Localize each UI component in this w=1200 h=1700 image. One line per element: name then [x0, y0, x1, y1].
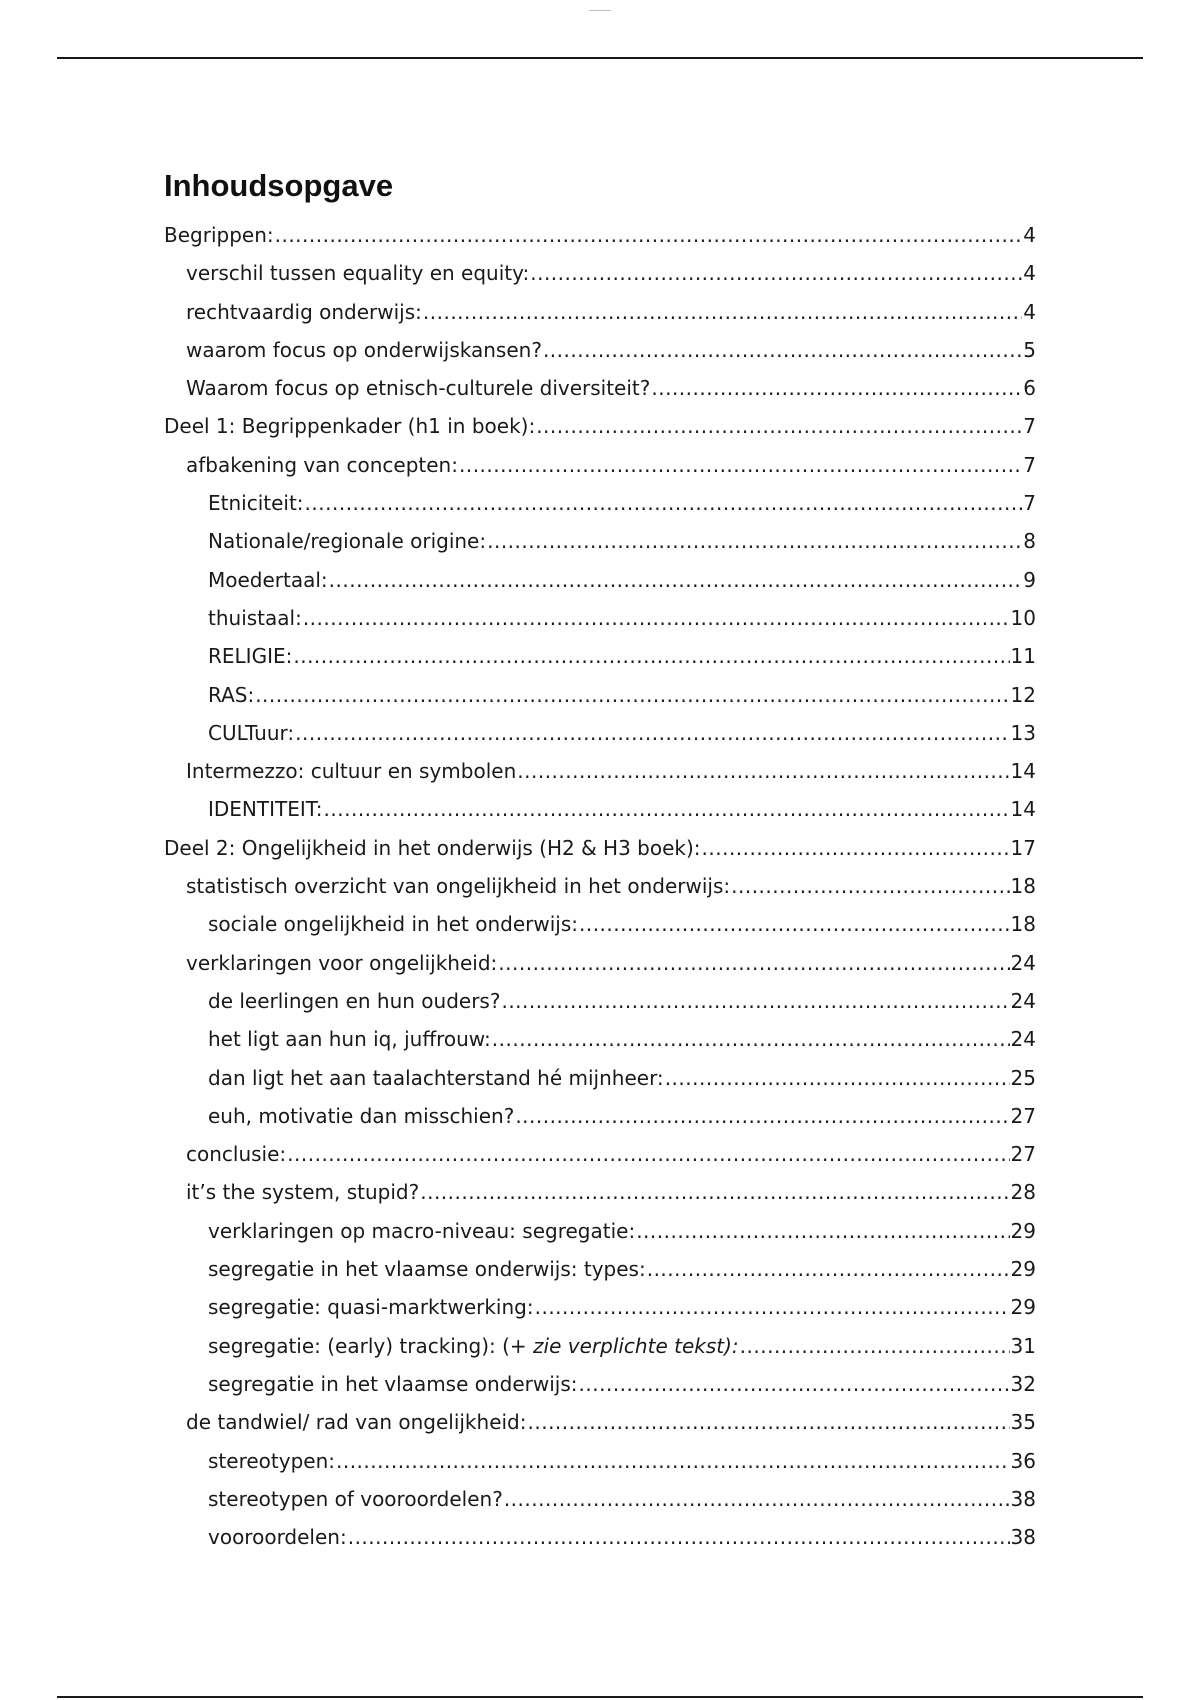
toc-entry[interactable] — [164, 752, 1036, 790]
toc-entry-label: Waarom focus op etnisch-culturele diversiteit? — [186, 376, 651, 401]
toc-entry-text — [208, 637, 292, 675]
toc-entry-text — [208, 1365, 578, 1403]
toc-entry-text — [186, 1173, 419, 1211]
toc-entry[interactable] — [164, 446, 1036, 484]
toc-entry[interactable] — [164, 369, 1036, 407]
toc-page-number: 27 — [1010, 1103, 1036, 1128]
toc-entry[interactable] — [164, 1059, 1036, 1097]
toc-entry-label: statistisch overzicht van ongelijkheid in het onderwijs: — [186, 874, 731, 899]
toc-entry-text — [186, 293, 422, 331]
toc-entry-text — [186, 1403, 527, 1441]
toc-dot-leader — [293, 637, 1009, 675]
toc-entry-label: segregatie: (early) tracking): (+ — [208, 1333, 534, 1358]
toc-dot-leader — [515, 1097, 1009, 1135]
toc-dot-leader — [348, 1518, 1010, 1556]
toc-page-number: 4 — [1023, 261, 1036, 286]
toc-dot-leader — [543, 331, 1022, 369]
toc-entry[interactable] — [164, 1518, 1036, 1556]
toc-entry-text — [186, 254, 529, 292]
toc-entry[interactable] — [164, 254, 1036, 292]
toc-page-number: 29 — [1010, 1257, 1036, 1282]
toc-entry-label: Etniciteit: — [208, 491, 304, 516]
toc-entry[interactable] — [164, 790, 1036, 828]
toc-entry-label: thuistaal: — [208, 605, 302, 630]
toc-entry[interactable] — [164, 944, 1036, 982]
toc-entry[interactable] — [164, 1288, 1036, 1326]
toc-dot-leader — [535, 1288, 1010, 1326]
toc-entry-label: waarom focus op onderwijskansen? — [186, 337, 542, 362]
toc-page-number: 32 — [1010, 1371, 1036, 1396]
toc-dot-leader — [336, 1442, 1010, 1480]
toc-entry-label: verklaringen voor ongelijkheid: — [186, 950, 498, 975]
toc-page-number: 6 — [1023, 376, 1036, 401]
toc-entry-text — [186, 331, 542, 369]
toc-entry-label: vooroordelen: — [208, 1525, 347, 1550]
toc-entry[interactable] — [164, 599, 1036, 637]
toc-entry-label: Begrippen: — [164, 223, 274, 247]
toc-entry-label: het ligt aan hun iq, juffrouw: — [208, 1027, 491, 1052]
toc-dot-leader — [255, 676, 1009, 714]
toc-page-number: 14 — [1010, 759, 1036, 784]
toc-entry[interactable] — [164, 1480, 1036, 1518]
toc-entry[interactable] — [164, 637, 1036, 675]
toc-entry[interactable] — [164, 982, 1036, 1020]
toc-entry[interactable] — [164, 1173, 1036, 1211]
toc-dot-leader — [305, 484, 1023, 522]
toc-page-number: 4 — [1023, 223, 1036, 247]
toc-entry-label: verklaringen op macro-niveau: segregatie: — [208, 1218, 636, 1243]
toc-dot-leader — [287, 1135, 1009, 1173]
toc-entry-text — [208, 561, 328, 599]
toc-page-number: 24 — [1010, 988, 1036, 1013]
toc-dot-leader — [702, 829, 1010, 867]
toc-entry[interactable] — [164, 676, 1036, 714]
toc-entry-text — [208, 1442, 335, 1480]
toc-entry[interactable] — [164, 561, 1036, 599]
toc-page-number: 29 — [1010, 1295, 1036, 1320]
toc-entry-text — [164, 829, 701, 867]
toc-entry-text — [186, 944, 497, 982]
toc-dot-leader — [324, 790, 1010, 828]
toc-page-number: 9 — [1023, 567, 1036, 592]
toc-page-number: 38 — [1010, 1525, 1036, 1550]
toc-page-number: 29 — [1010, 1218, 1036, 1243]
toc-entry-text — [208, 522, 486, 560]
header-mark — [589, 10, 611, 11]
toc-entry-label: segregatie: quasi-marktwerking: — [208, 1295, 534, 1320]
toc-dot-leader — [420, 1173, 1009, 1211]
toc-entry-label: afbakening van concepten: — [186, 452, 458, 477]
toc-entry-text — [208, 1480, 503, 1518]
toc-entry-text — [208, 1097, 514, 1135]
toc-dot-leader — [579, 905, 1010, 943]
toc-page-number: 12 — [1010, 682, 1036, 707]
toc-entry-label: de leerlingen en hun ouders? — [208, 988, 501, 1013]
toc-entry-label: Moedertaal: — [208, 567, 328, 592]
toc-entry[interactable] — [164, 1365, 1036, 1403]
toc-entry[interactable] — [164, 331, 1036, 369]
toc-entry-label: stereotypen: — [208, 1448, 335, 1473]
toc-entry-text — [208, 1250, 646, 1288]
toc-entry-label: CULTuur: — [208, 720, 295, 745]
toc-entry[interactable] — [164, 216, 1036, 254]
toc-entry[interactable] — [164, 1212, 1036, 1250]
toc-dot-leader — [528, 1403, 1010, 1441]
toc-entry-text — [208, 905, 578, 943]
toc-entry-label: rechtvaardig onderwijs: — [186, 299, 422, 324]
toc-entry-text — [186, 369, 650, 407]
toc-entry[interactable] — [164, 293, 1036, 331]
toc-page-number: 10 — [1010, 605, 1036, 630]
toc-list — [164, 216, 1036, 1556]
toc-entry-text — [186, 1135, 286, 1173]
toc-page-number: 8 — [1023, 529, 1036, 554]
toc-dot-leader — [329, 561, 1023, 599]
toc-page-number: 5 — [1023, 337, 1036, 362]
toc-entry[interactable] — [164, 905, 1036, 943]
toc-entry[interactable] — [164, 867, 1036, 905]
toc-page-number: 14 — [1010, 797, 1036, 822]
toc-dot-leader — [487, 522, 1022, 560]
toc-page-number: 11 — [1010, 644, 1036, 669]
toc-page-number: 25 — [1010, 1065, 1036, 1090]
toc-entry-label: stereotypen of vooroordelen? — [208, 1486, 503, 1511]
toc-dot-leader — [636, 1212, 1009, 1250]
toc-dot-leader — [731, 867, 1009, 905]
toc-entry-label: segregatie in het vlaamse onderwijs: types: — [208, 1257, 646, 1282]
toc-dot-leader — [740, 1327, 1010, 1365]
toc-entry-label: conclusie: — [186, 1142, 287, 1167]
toc-page-number: 27 — [1010, 1142, 1036, 1167]
toc-page-number: 7 — [1023, 452, 1036, 477]
footer-rule — [57, 1696, 1143, 1698]
toc-entry-text — [208, 484, 304, 522]
toc-entry-label: IDENTITEIT: — [208, 797, 323, 822]
toc-entry-text — [208, 714, 294, 752]
toc-page-number: 7 — [1023, 414, 1036, 439]
toc-entry-text — [186, 867, 730, 905]
toc-entry-text — [208, 790, 323, 828]
toc-dot-leader — [492, 1020, 1010, 1058]
toc-page-number: 38 — [1010, 1486, 1036, 1511]
toc-dot-leader — [651, 369, 1022, 407]
toc-entry[interactable] — [164, 829, 1036, 867]
toc-entry-text — [208, 1212, 635, 1250]
toc-entry-label: it’s the system, stupid? — [186, 1180, 420, 1205]
toc-page-number: 7 — [1023, 491, 1036, 516]
toc-entry[interactable] — [164, 484, 1036, 522]
toc-dot-leader — [459, 446, 1022, 484]
toc-entry-text — [186, 446, 458, 484]
toc-dot-leader — [423, 293, 1022, 331]
toc-entry[interactable] — [164, 1403, 1036, 1441]
toc-entry[interactable] — [164, 1020, 1036, 1058]
toc-dot-leader — [579, 1365, 1010, 1403]
toc-dot-leader — [530, 254, 1022, 292]
toc-page-number: 4 — [1023, 299, 1036, 324]
toc-entry[interactable] — [164, 714, 1036, 752]
toc-title: Inhoudsopgave — [164, 168, 394, 203]
toc-entry-label-italic: zie verplichte tekst): — [533, 1333, 739, 1358]
toc-entry-text — [208, 1288, 534, 1326]
toc-page-number: 24 — [1010, 950, 1036, 975]
toc-dot-leader — [536, 407, 1022, 445]
toc-entry-text — [164, 216, 274, 254]
toc-entry-label: dan ligt het aan taalachterstand hé mijnheer: — [208, 1065, 664, 1090]
toc-entry-label: verschil tussen equality en equity: — [186, 261, 530, 286]
toc-entry-text — [208, 1020, 491, 1058]
toc-entry-text — [208, 1327, 739, 1365]
toc-page-number: 31 — [1010, 1333, 1036, 1358]
toc-dot-leader — [504, 1480, 1010, 1518]
toc-page-number: 17 — [1010, 835, 1036, 860]
toc-entry-text — [208, 599, 302, 637]
toc-dot-leader — [275, 216, 1023, 254]
toc-entry-label: RAS: — [208, 682, 255, 707]
toc-dot-leader — [665, 1059, 1010, 1097]
toc-entry[interactable] — [164, 407, 1036, 445]
toc-dot-leader — [517, 752, 1009, 790]
table-of-contents — [164, 164, 1036, 1556]
toc-entry-text — [208, 982, 500, 1020]
toc-dot-leader — [647, 1250, 1010, 1288]
header-rule — [57, 57, 1143, 59]
toc-entry-text — [186, 752, 516, 790]
toc-page-number: 13 — [1010, 720, 1036, 745]
toc-entry-label: euh, motivatie dan misschien? — [208, 1103, 515, 1128]
toc-page-number: 18 — [1010, 912, 1036, 937]
toc-entry[interactable] — [164, 1250, 1036, 1288]
toc-entry-label: segregatie in het vlaamse onderwijs: — [208, 1371, 578, 1396]
toc-entry-text — [164, 407, 535, 445]
toc-entry-text — [208, 1059, 664, 1097]
toc-dot-leader — [295, 714, 1009, 752]
toc-page-number: 18 — [1010, 874, 1036, 899]
toc-page-number: 35 — [1010, 1410, 1036, 1435]
toc-page-number: 28 — [1010, 1180, 1036, 1205]
toc-entry[interactable] — [164, 1135, 1036, 1173]
toc-dot-leader — [303, 599, 1010, 637]
toc-dot-leader — [501, 982, 1009, 1020]
toc-entry-label: Deel 1: Begrippenkader (h1 in boek): — [164, 414, 536, 439]
toc-entry-label: de tandwiel/ rad van ongelijkheid: — [186, 1410, 527, 1435]
toc-entry-text — [208, 1518, 347, 1556]
toc-page-number: 36 — [1010, 1448, 1036, 1473]
toc-entry[interactable] — [164, 522, 1036, 560]
toc-entry[interactable] — [164, 1327, 1036, 1365]
toc-entry-label: Intermezzo: cultuur en symbolen — [186, 759, 517, 784]
toc-entry-text — [208, 676, 254, 714]
toc-entry[interactable] — [164, 1442, 1036, 1480]
toc-entry-label: sociale ongelijkheid in het onderwijs: — [208, 912, 578, 937]
toc-page-number: 24 — [1010, 1027, 1036, 1052]
toc-entry-label: RELIGIE: — [208, 644, 293, 669]
toc-entry-label: Nationale/regionale origine: — [208, 529, 487, 554]
toc-entry-label: Deel 2: Ongelijkheid in het onderwijs (H2 & H3 boek): — [164, 835, 701, 860]
toc-entry[interactable] — [164, 1097, 1036, 1135]
toc-dot-leader — [498, 944, 1009, 982]
